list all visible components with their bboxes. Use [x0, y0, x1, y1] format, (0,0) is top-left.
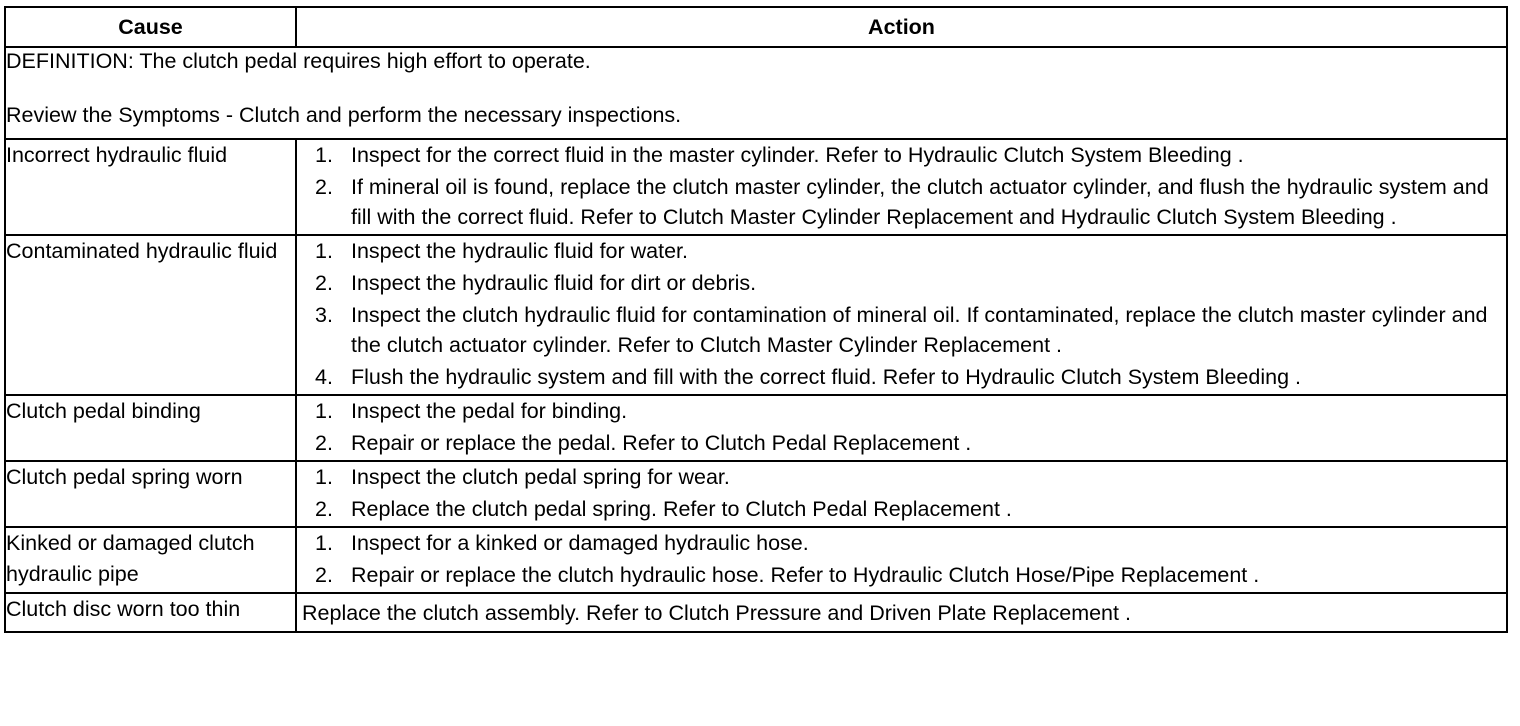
action-step [297, 268, 1506, 298]
action-steps [297, 236, 1506, 392]
action-step [297, 428, 1506, 458]
action-cell: Replace the clutch assembly. Refer to Clutch Pressure and Driven Plate Replacement . [296, 593, 1507, 632]
cause-cell: Clutch disc worn too thin [5, 593, 296, 632]
step-text: Inspect the clutch hydraulic fluid for contamination of mineral oil. If contaminated, replace the clutch master cylinder and the clutch actuator cylinder. Refer to Clutch Master Cylinder Replacement . [351, 303, 1488, 357]
step-text: Repair or replace the clutch hydraulic hose. Refer to Hydraulic Clutch Hose/Pipe Replacement . [351, 563, 1260, 587]
step-text: Inspect the hydraulic fluid for dirt or debris. [351, 271, 757, 295]
step-text: Repair or replace the pedal. Refer to Clutch Pedal Replacement . [351, 431, 972, 455]
step-number: 1. [315, 239, 333, 263]
step-number: 4. [315, 365, 333, 389]
definition-cell [5, 47, 1507, 139]
action-step [297, 462, 1506, 492]
step-number: 2. [315, 563, 333, 587]
table-row [5, 235, 1507, 395]
action-steps [297, 396, 1506, 458]
action-step [297, 528, 1506, 558]
step-text: Inspect for the correct fluid in the master cylinder. Refer to Hydraulic Clutch System Bleeding . [351, 143, 1244, 167]
action-cell [296, 395, 1507, 461]
action-steps [297, 140, 1506, 232]
action-step [297, 236, 1506, 266]
step-number: 1. [315, 143, 333, 167]
table-row [5, 593, 1507, 632]
table-row [5, 527, 1507, 593]
action-step [297, 300, 1506, 360]
action-step [297, 396, 1506, 426]
step-number: 1. [315, 531, 333, 555]
definition-text: DEFINITION: The clutch pedal requires high effort to operate. [6, 49, 591, 73]
step-text: Flush the hydraulic system and fill with the correct fluid. Refer to Hydraulic Clutch System Bleeding . [351, 365, 1301, 389]
action-steps [297, 462, 1506, 524]
cause-cell: Contaminated hydraulic fluid [5, 235, 296, 395]
cause-cell: Clutch pedal binding [5, 395, 296, 461]
action-cell [296, 139, 1507, 235]
action-step [297, 560, 1506, 590]
step-text: Inspect the pedal for binding. [351, 399, 628, 423]
definition-row [5, 47, 1507, 139]
cause-cell: Kinked or damaged clutch hydraulic pipe [5, 527, 296, 593]
action-steps [297, 528, 1506, 590]
table-row [5, 139, 1507, 235]
action-step [297, 362, 1506, 392]
step-number: 2. [315, 431, 333, 455]
action-step [297, 172, 1506, 232]
cause-cell: Incorrect hydraulic fluid [5, 139, 296, 235]
step-text: Inspect the hydraulic fluid for water. [351, 239, 689, 263]
action-step [297, 140, 1506, 170]
cause-cell: Clutch pedal spring worn [5, 461, 296, 527]
table-row [5, 395, 1507, 461]
step-number: 1. [315, 399, 333, 423]
diagnostic-table [4, 6, 1508, 633]
action-cell [296, 527, 1507, 593]
step-text: If mineral oil is found, replace the clutch master cylinder, the clutch actuator cylinder, and flush the hydraulic system and fill with the correct fluid. Refer to Clutch Master Cylinder Replacement and Hydraulic Clutch System Bleeding . [351, 175, 1489, 229]
header-cause: Cause [5, 7, 296, 47]
step-number: 2. [315, 271, 333, 295]
step-number: 1. [315, 465, 333, 489]
table-row [5, 461, 1507, 527]
action-step [297, 494, 1506, 524]
action-cell [296, 461, 1507, 527]
step-text: Inspect the clutch pedal spring for wear. [351, 465, 730, 489]
review-symptoms-text: Review the Symptoms - Clutch and perform the necessary inspections. [6, 103, 682, 127]
step-text: Replace the clutch pedal spring. Refer to Clutch Pedal Replacement . [351, 497, 1012, 521]
header-row [5, 7, 1507, 47]
header-action: Action [296, 7, 1507, 47]
step-number: 3. [315, 303, 333, 327]
step-number: 2. [315, 497, 333, 521]
action-cell [296, 235, 1507, 395]
step-text: Inspect for a kinked or damaged hydraulic hose. [351, 531, 809, 555]
step-number: 2. [315, 175, 333, 199]
